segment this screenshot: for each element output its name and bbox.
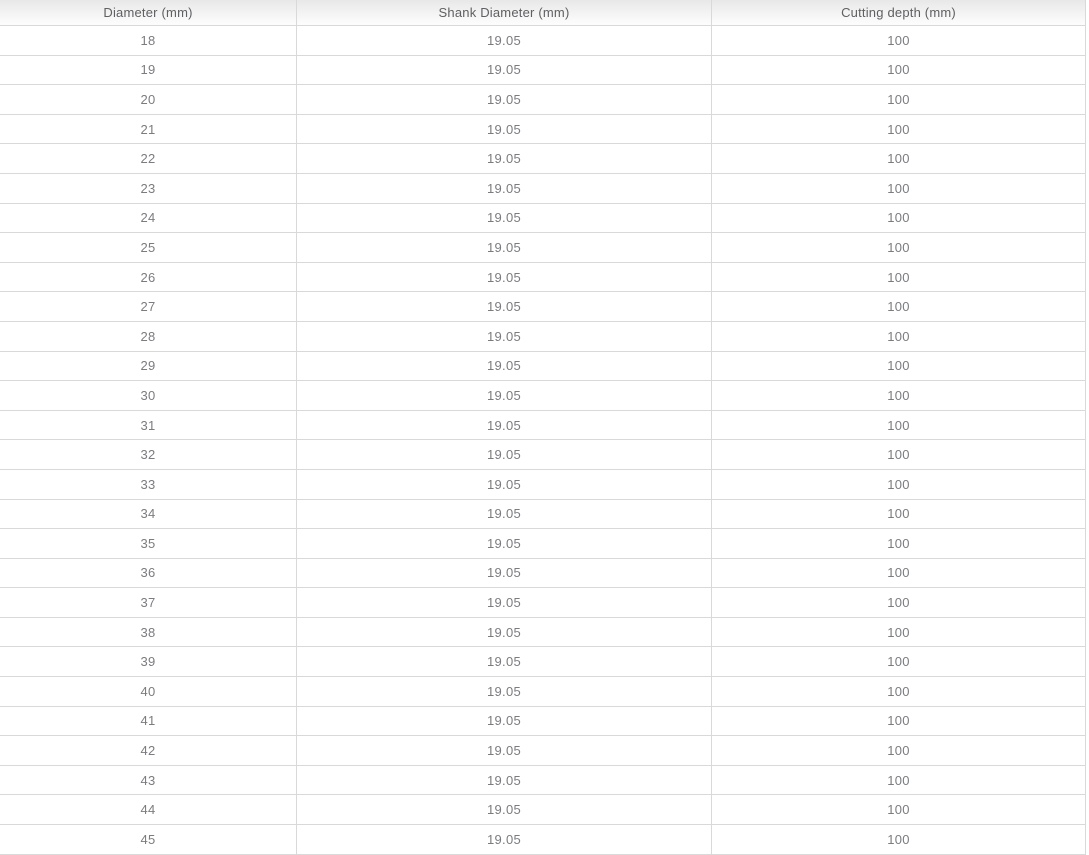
cell-shank-diameter: 19.05 [297,233,712,263]
cell-shank-diameter: 19.05 [297,381,712,411]
cell-cutting-depth: 100 [712,174,1086,204]
cell-cutting-depth: 100 [712,440,1086,470]
cell-diameter: 43 [0,766,297,796]
cell-shank-diameter: 19.05 [297,736,712,766]
table-row [0,825,1086,855]
cell-cutting-depth: 100 [712,26,1086,56]
cell-cutting-depth: 100 [712,500,1086,530]
table-header-row [0,0,1086,26]
cell-diameter: 45 [0,825,297,855]
cell-cutting-depth: 100 [712,677,1086,707]
cell-cutting-depth: 100 [712,322,1086,352]
cell-cutting-depth: 100 [712,411,1086,441]
cell-cutting-depth: 100 [712,795,1086,825]
table-row [0,647,1086,677]
table-row [0,440,1086,470]
cell-cutting-depth: 100 [712,233,1086,263]
table-row [0,795,1086,825]
table-row [0,529,1086,559]
table-row [0,352,1086,382]
cell-diameter: 25 [0,233,297,263]
table-row [0,381,1086,411]
table-row [0,233,1086,263]
table-row [0,588,1086,618]
cell-diameter: 42 [0,736,297,766]
table-row [0,263,1086,293]
cell-diameter: 38 [0,618,297,648]
table-row [0,322,1086,352]
cell-cutting-depth: 100 [712,381,1086,411]
cell-shank-diameter: 19.05 [297,825,712,855]
table-row [0,500,1086,530]
cell-cutting-depth: 100 [712,85,1086,115]
cell-diameter: 26 [0,263,297,293]
table-row [0,766,1086,796]
table-row [0,470,1086,500]
cell-cutting-depth: 100 [712,292,1086,322]
cell-cutting-depth: 100 [712,144,1086,174]
cell-diameter: 21 [0,115,297,145]
cell-cutting-depth: 100 [712,352,1086,382]
cell-cutting-depth: 100 [712,470,1086,500]
cell-diameter: 41 [0,707,297,737]
cell-shank-diameter: 19.05 [297,352,712,382]
cell-diameter: 23 [0,174,297,204]
cell-diameter: 28 [0,322,297,352]
cell-shank-diameter: 19.05 [297,26,712,56]
cell-diameter: 20 [0,85,297,115]
cell-shank-diameter: 19.05 [297,56,712,86]
cell-shank-diameter: 19.05 [297,766,712,796]
cell-diameter: 36 [0,559,297,589]
cell-diameter: 39 [0,647,297,677]
cell-diameter: 27 [0,292,297,322]
cell-diameter: 30 [0,381,297,411]
cell-cutting-depth: 100 [712,707,1086,737]
cell-diameter: 35 [0,529,297,559]
table-row [0,736,1086,766]
cell-shank-diameter: 19.05 [297,529,712,559]
cell-cutting-depth: 100 [712,263,1086,293]
table-row [0,411,1086,441]
cell-cutting-depth: 100 [712,647,1086,677]
cell-shank-diameter: 19.05 [297,204,712,234]
cell-diameter: 37 [0,588,297,618]
table-row [0,292,1086,322]
cell-shank-diameter: 19.05 [297,559,712,589]
table-body [0,26,1086,855]
cell-shank-diameter: 19.05 [297,144,712,174]
cell-diameter: 19 [0,56,297,86]
cell-cutting-depth: 100 [712,736,1086,766]
cell-diameter: 44 [0,795,297,825]
cell-shank-diameter: 19.05 [297,795,712,825]
cell-diameter: 34 [0,500,297,530]
cell-shank-diameter: 19.05 [297,174,712,204]
cell-shank-diameter: 19.05 [297,677,712,707]
column-header-cutting-depth: Cutting depth (mm) [712,0,1086,26]
table-row [0,56,1086,86]
cell-shank-diameter: 19.05 [297,618,712,648]
cell-shank-diameter: 19.05 [297,440,712,470]
table-row [0,559,1086,589]
cell-cutting-depth: 100 [712,204,1086,234]
cell-shank-diameter: 19.05 [297,588,712,618]
cell-cutting-depth: 100 [712,56,1086,86]
table-row [0,204,1086,234]
cell-shank-diameter: 19.05 [297,647,712,677]
cell-cutting-depth: 100 [712,559,1086,589]
column-header-shank-diameter: Shank Diameter (mm) [297,0,712,26]
cell-diameter: 33 [0,470,297,500]
cell-diameter: 40 [0,677,297,707]
cell-cutting-depth: 100 [712,618,1086,648]
cell-shank-diameter: 19.05 [297,470,712,500]
table-row [0,174,1086,204]
column-header-diameter: Diameter (mm) [0,0,297,26]
cell-shank-diameter: 19.05 [297,411,712,441]
cell-cutting-depth: 100 [712,766,1086,796]
cell-shank-diameter: 19.05 [297,500,712,530]
cell-shank-diameter: 19.05 [297,322,712,352]
cell-cutting-depth: 100 [712,588,1086,618]
cell-cutting-depth: 100 [712,825,1086,855]
table-row [0,26,1086,56]
cell-shank-diameter: 19.05 [297,115,712,145]
cell-shank-diameter: 19.05 [297,263,712,293]
cell-diameter: 32 [0,440,297,470]
table-row [0,677,1086,707]
cell-diameter: 24 [0,204,297,234]
cell-diameter: 18 [0,26,297,56]
cell-shank-diameter: 19.05 [297,707,712,737]
table-row [0,85,1086,115]
table-row [0,707,1086,737]
cell-shank-diameter: 19.05 [297,85,712,115]
cell-cutting-depth: 100 [712,529,1086,559]
table-row [0,618,1086,648]
table-row [0,115,1086,145]
cell-diameter: 31 [0,411,297,441]
cell-shank-diameter: 19.05 [297,292,712,322]
cell-diameter: 22 [0,144,297,174]
table-row [0,144,1086,174]
cell-cutting-depth: 100 [712,115,1086,145]
cell-diameter: 29 [0,352,297,382]
